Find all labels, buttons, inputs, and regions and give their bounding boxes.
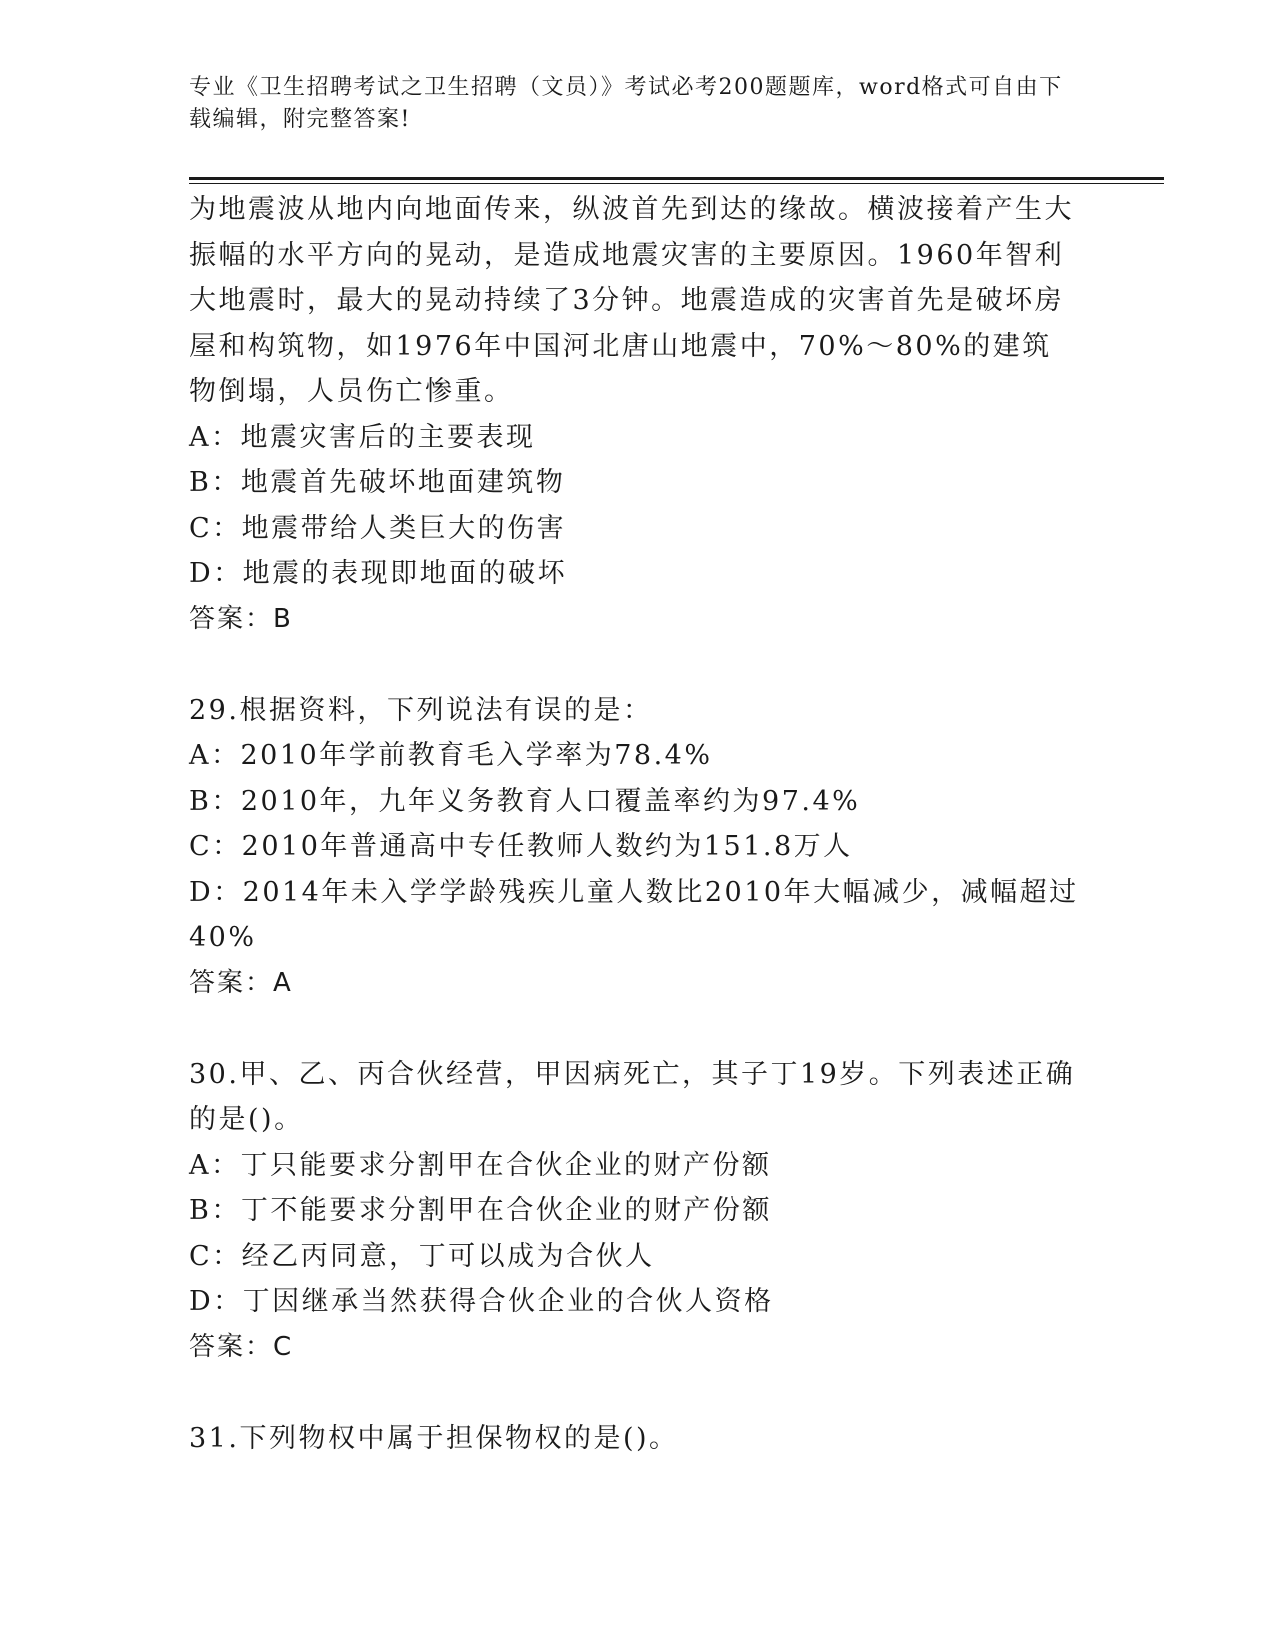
spacer [189,642,1079,688]
q30-answer: 答案：C [189,1331,294,1362]
intro-option-c: C：地震带给人类巨大的伤害 [189,512,567,544]
q29-option-c: C：2010年普通高中专任教师人数约为151.8万人 [189,831,853,862]
q29-answer: 答案：A [189,967,293,998]
header-divider-thick [189,177,1164,180]
q29-option-b: B：2010年，九年义务教育人口覆盖率约为97.4% [189,785,861,817]
q30-option-a: A：丁只能要求分割甲在合伙企业的财产份额 [189,1149,772,1181]
intro-answer: 答案：B [189,603,293,634]
spacer [189,1370,1079,1416]
intro-option-b: B：地震首先破坏地面建筑物 [189,467,566,498]
q30-option-d: D：丁因继承当然获得合伙企业的合伙人资格 [189,1286,774,1317]
document-body [189,187,1079,1461]
intro-paragraph: 为地震波从地内向地面传来，纵波首先到达的缘故。横波接着产生大振幅的水平方向的晃动，是造成地震灾害的主要原因。1960年智利大地震时，最大的晃动持续了3分钟。地震造成的灾害首先是破坏房屋和构筑物，如1976年中国河北唐山地震中，70%～80%的建筑物倒塌，人员伤亡惨重。 [189,194,1074,407]
question-31: 31.下列物权中属于担保物权的是()。 [189,1422,679,1454]
intro-option-a: A：地震灾害后的主要表现 [189,421,536,453]
q29-option-a: A：2010年学前教育毛入学率为78.4% [189,740,713,771]
page-header: 专业《卫生招聘考试之卫生招聘（文员）》考试必考200题题库，word格式可自由下载编辑，附完整答案! [189,75,1063,132]
question-30: 30.甲、乙、丙合伙经营，甲因病死亡，其子丁19岁。下列表述正确的是()。 [189,1058,1076,1135]
question-29: 29.根据资料，下列说法有误的是： [189,694,653,726]
q30-option-b: B：丁不能要求分割甲在合伙企业的财产份额 [189,1195,772,1226]
q29-option-d: D：2014年未入学学龄残疾儿童人数比2010年大幅减少，减幅超过40% [189,876,1079,953]
intro-option-d: D：地震的表现即地面的破坏 [189,558,568,589]
q30-option-c: C：经乙丙同意，丁可以成为合伙人 [189,1240,655,1272]
spacer [189,1006,1079,1052]
header-divider-thin [189,183,1164,184]
